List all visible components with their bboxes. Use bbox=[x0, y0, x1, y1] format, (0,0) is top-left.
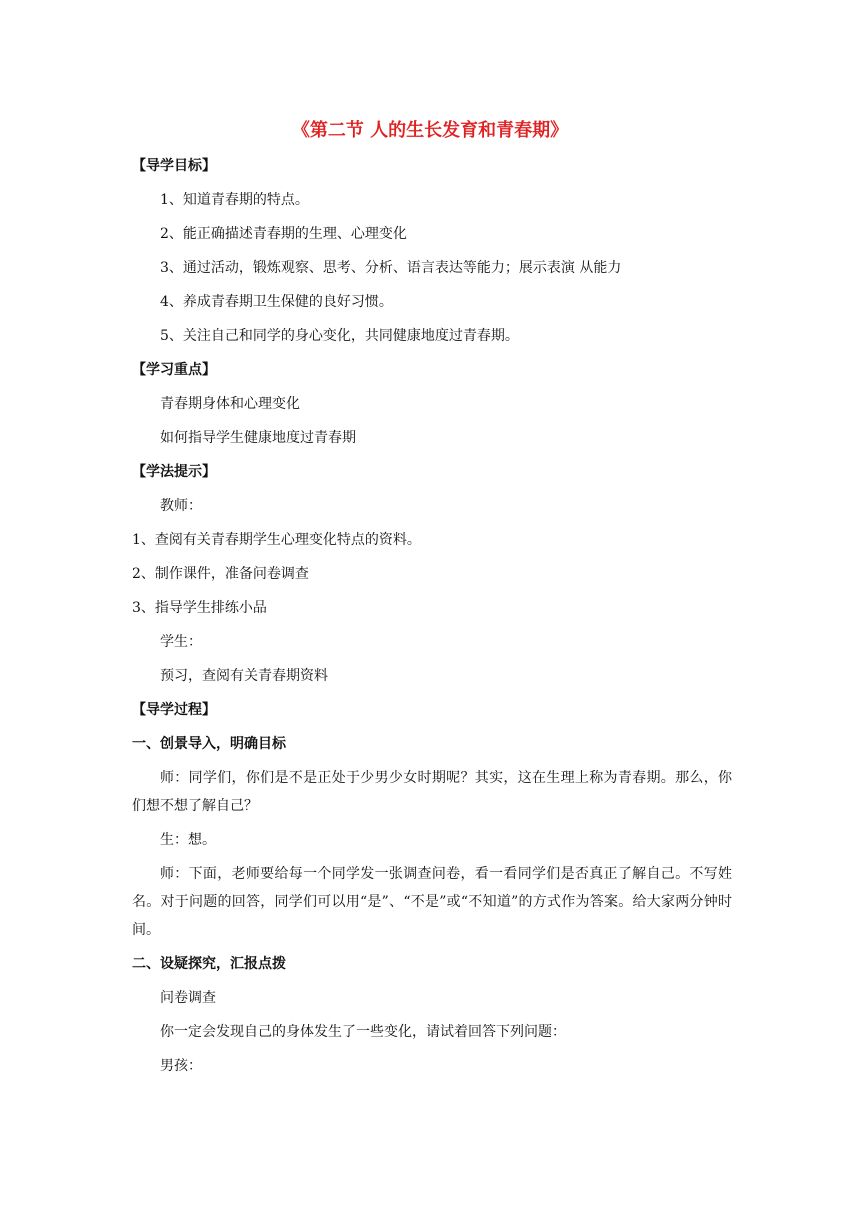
subsection-heading-explore: 二、设疑探究，汇报点拨 bbox=[132, 956, 286, 972]
explore-item: 男孩： bbox=[160, 1058, 202, 1074]
dialogue-paragraph: 生：想。 bbox=[160, 832, 216, 848]
goal-item: 1、知道青春期的特点。 bbox=[160, 192, 309, 208]
method-tip-item: 2、制作课件，准备问卷调查 bbox=[132, 566, 309, 582]
section-heading-key-points: 【学习重点】 bbox=[132, 362, 216, 378]
dialogue-paragraph: 师：下面，老师要给每一个同学发一张调查问卷，看一看同学们是否真正了解自己。不写姓名。对于问题的回答，同学们可以用“是”、“不是”或“不知道”的方式作为答案。给大家两分钟时间。 bbox=[132, 866, 732, 938]
document-body bbox=[132, 156, 732, 1090]
goal-item: 4、养成青春期卫生保健的良好习惯。 bbox=[160, 294, 393, 310]
section-heading-goals: 【导学目标】 bbox=[132, 158, 216, 174]
method-tip-item: 3、指导学生排练小品 bbox=[132, 600, 267, 616]
key-point-item: 青春期身体和心理变化 bbox=[160, 396, 300, 412]
goal-item: 5、关注自己和同学的身心变化，共同健康地度过青春期。 bbox=[160, 328, 519, 344]
dialogue-paragraph: 师：同学们，你们是不是正处于少男少女时期呢？其实，这在生理上称为青春期。那么，你们想不想了解自己？ bbox=[132, 770, 732, 814]
document-title: 《第二节 人的生长发育和青春期》 bbox=[291, 120, 569, 141]
key-point-item: 如何指导学生健康地度过青春期 bbox=[160, 430, 356, 446]
method-tip-item: 教师： bbox=[160, 498, 202, 514]
explore-item: 你一定会发现自己的身体发生了一些变化，请试着回答下列问题： bbox=[160, 1024, 566, 1040]
section-heading-process: 【导学过程】 bbox=[132, 702, 216, 718]
method-tip-item: 1、查阅有关青春期学生心理变化特点的资料。 bbox=[132, 532, 421, 548]
method-tip-item: 预习，查阅有关青春期资料 bbox=[160, 668, 328, 684]
section-heading-method-tips: 【学法提示】 bbox=[132, 464, 216, 480]
explore-item: 问卷调查 bbox=[160, 990, 216, 1006]
method-tip-item: 学生： bbox=[160, 634, 202, 650]
goal-item: 2、能正确描述青春期的生理、心理变化 bbox=[160, 226, 407, 242]
subsection-heading-intro: 一、创景导入，明确目标 bbox=[132, 736, 286, 752]
goal-item: 3、通过活动，锻炼观察、思考、分析、语言表达等能力；展示表演 从能力 bbox=[160, 260, 622, 276]
